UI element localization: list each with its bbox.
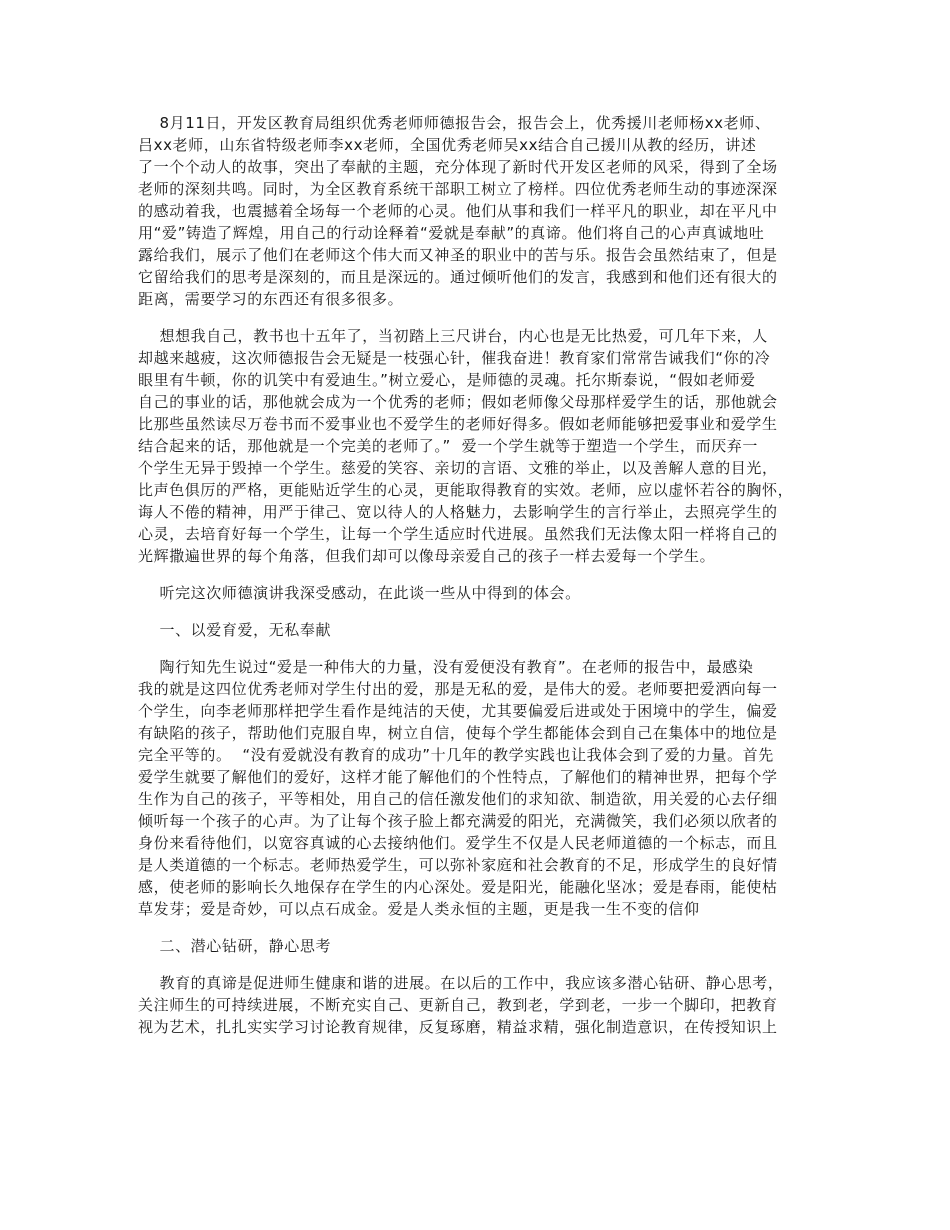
text-line: 草发芽；爱是奇妙，可以点石成金。爱是人类永恒的主题，更是我一生不变的信仰 — [138, 900, 700, 918]
heading-line: 一、以爱育爱，无私奉献 — [138, 621, 332, 639]
text-line: 老师的深刻共鸣。同时，为全区教育系统干部职工树立了榜样。四位优秀老师生动的事迹深深 — [138, 180, 778, 198]
paragraph — [138, 582, 820, 604]
text-line: 眼里有牛顿，你的讥笑中有爱迪生。”树立爱心，是师德的灵魂。托尔斯泰说，“假如老师爱 — [138, 371, 756, 389]
text-line: 吕xx老师，山东省特级老师李xx老师，全国优秀老师吴xx结合自己援川从教的经历，讲述 — [138, 136, 757, 154]
paragraph-gap — [138, 604, 820, 619]
paragraph-gap — [138, 567, 820, 582]
text-line: 有缺陷的孩子，帮助他们克服自卑，树立自信，使每个学生都能体会到自己在集体中的地位是 — [138, 724, 778, 742]
text-line: 的感动着我，也震撼着全场每一个老师的心灵。他们从事和我们一样平凡的职业，却在平凡中 — [138, 202, 778, 220]
text-line: 听完这次师德演讲我深受感动，在此谈一些从中得到的体会。 — [138, 584, 581, 602]
text-line: 视为艺术，扎扎实实学习讨论教育规律，反复琢磨，精益求精，强化制造意识，在传授知识上 — [138, 1018, 778, 1036]
text-line: 身份来看待他们，以宽容真诚的心去接纳他们。爱学生不仅是人民老师道德的一个标志，而且 — [138, 834, 778, 852]
text-line: 却越来越疲，这次师德报告会无疑是一枝强心针，催我奋进！教育家们常常告诫我们“你的冷 — [138, 349, 771, 367]
text-line: 教育的真谛是促进师生健康和谐的进展。在以后的工作中，我应该多潜心钻研、静心思考， — [138, 974, 784, 992]
text-line: 是人类道德的一个标志。老师热爱学生，可以弥补家庭和社会教育的不足，形成学生的良好情 — [138, 856, 778, 874]
text-line: 光辉撒遍世界的每个角落，但我们却可以像母亲爱自己的孩子一样去爱每一个学生。 — [138, 547, 716, 565]
text-line: 了一个个动人的故事，突出了奉献的主题，充分体现了新时代开发区老师的风采，得到了全场 — [138, 158, 778, 176]
text-line: 倾听每一个孩子的心声。为了让每个孩子脸上都充满爱的阳光，充满微笑，我们必须以欣者的 — [138, 812, 778, 830]
heading-line: 二、潜心钻研，静心思考 — [138, 937, 332, 955]
text-line: 个学生，向李老师那样把学生看作是纯洁的天使，尤其要偏爱后进或处于困境中的学生，偏爱 — [138, 702, 778, 720]
text-line: 感，使老师的影响长久地保存在学生的内心深处。爱是阳光，能融化坚冰；爱是春雨，能使枯 — [138, 878, 778, 896]
paragraph-gap — [138, 641, 820, 656]
text-line: 用“爱”铸造了辉煌，用自己的行动诠释着“爱就是奉献”的真谛。他们将自己的心声真诚地吐 — [138, 224, 765, 242]
paragraph — [138, 972, 820, 1038]
text-line: 个学生无异于毁掉一个学生。慈爱的笑容、亲切的言语、文雅的举止，以及善解人意的目光， — [138, 459, 778, 477]
text-line: 生作为自己的孩子，平等相处，用自己的信任激发他们的求知欲、制造欲，用关爱的心去仔细 — [138, 790, 778, 808]
paragraph — [138, 112, 820, 310]
text-line: 心灵，去培育好每一个学生，让每一个学生适应时代进展。虽然我们无法像太阳一样将自己的 — [138, 525, 778, 543]
text-line: 陶行知先生说过“爱是一种伟大的力量，没有爱便没有教育”。在老师的报告中，最感染 — [138, 658, 754, 676]
text-line: 露给我们，展示了他们在老师这个伟大而又神圣的职业中的苦与乐。报告会虽然结束了，但是 — [138, 246, 778, 264]
text-line: 比那些虽然读尽万卷书而不爱事业也不爱学生的老师好得多。假如老师能够把爱事业和爱学生 — [138, 415, 778, 433]
text-line: 想想我自己，教书也十五年了，当初踏上三尺讲台，内心也是无比热爱，可几年下来，人 — [138, 327, 768, 345]
text-line: 诲人不倦的精神，用严于律己、宽以待人的人格魅力，去影响学生的言行举止，去照亮学生的 — [138, 503, 778, 521]
paragraph-gap — [138, 957, 820, 972]
text-line: 8月11日，开发区教育局组织优秀老师师德报告会，报告会上，优秀援川老师杨xx老师、 — [138, 114, 771, 132]
paragraph-gap — [138, 310, 820, 325]
text-line: 爱学生就要了解他们的爱好，这样才能了解他们的个性特点，了解他们的精神世界，把每个学 — [138, 768, 778, 786]
section-heading — [138, 935, 820, 957]
text-line: 它留给我们的思考是深刻的，而且是深远的。通过倾听他们的发言，我感到和他们还有很大的 — [138, 268, 778, 286]
paragraph — [138, 325, 820, 567]
text-line: 我的就是这四位优秀老师对学生付出的爱，那是无私的爱，是伟大的爱。老师要把爱洒向每一 — [138, 680, 778, 698]
text-line: 自己的事业的话，那他就会成为一个优秀的老师；假如老师像父母那样爱学生的话，那他就会 — [138, 393, 778, 411]
paragraph — [138, 656, 820, 920]
text-line: 距离，需要学习的东西还有很多很多。 — [138, 290, 404, 308]
text-line: 关注师生的可持续进展，不断充实自己、更新自己，教到老，学到老，一步一个脚印，把教育 — [138, 996, 778, 1014]
paragraph-gap — [138, 920, 820, 935]
document-page — [138, 112, 820, 1038]
section-heading — [138, 619, 820, 641]
text-line: 比声色俱厉的严格，更能贴近学生的心灵，更能取得教育的实效。老师，应以虚怀若谷的胸怀， — [138, 481, 794, 499]
text-line: 完全平等的。 “没有爱就没有教育的成功”十几年的教学实践也让我体会到了爱的力量。首先 — [138, 746, 774, 764]
text-line: 结合起来的话，那他就是一个完美的老师了。” 爱一个学生就等于塑造一个学生，而厌弃一 — [138, 437, 759, 455]
